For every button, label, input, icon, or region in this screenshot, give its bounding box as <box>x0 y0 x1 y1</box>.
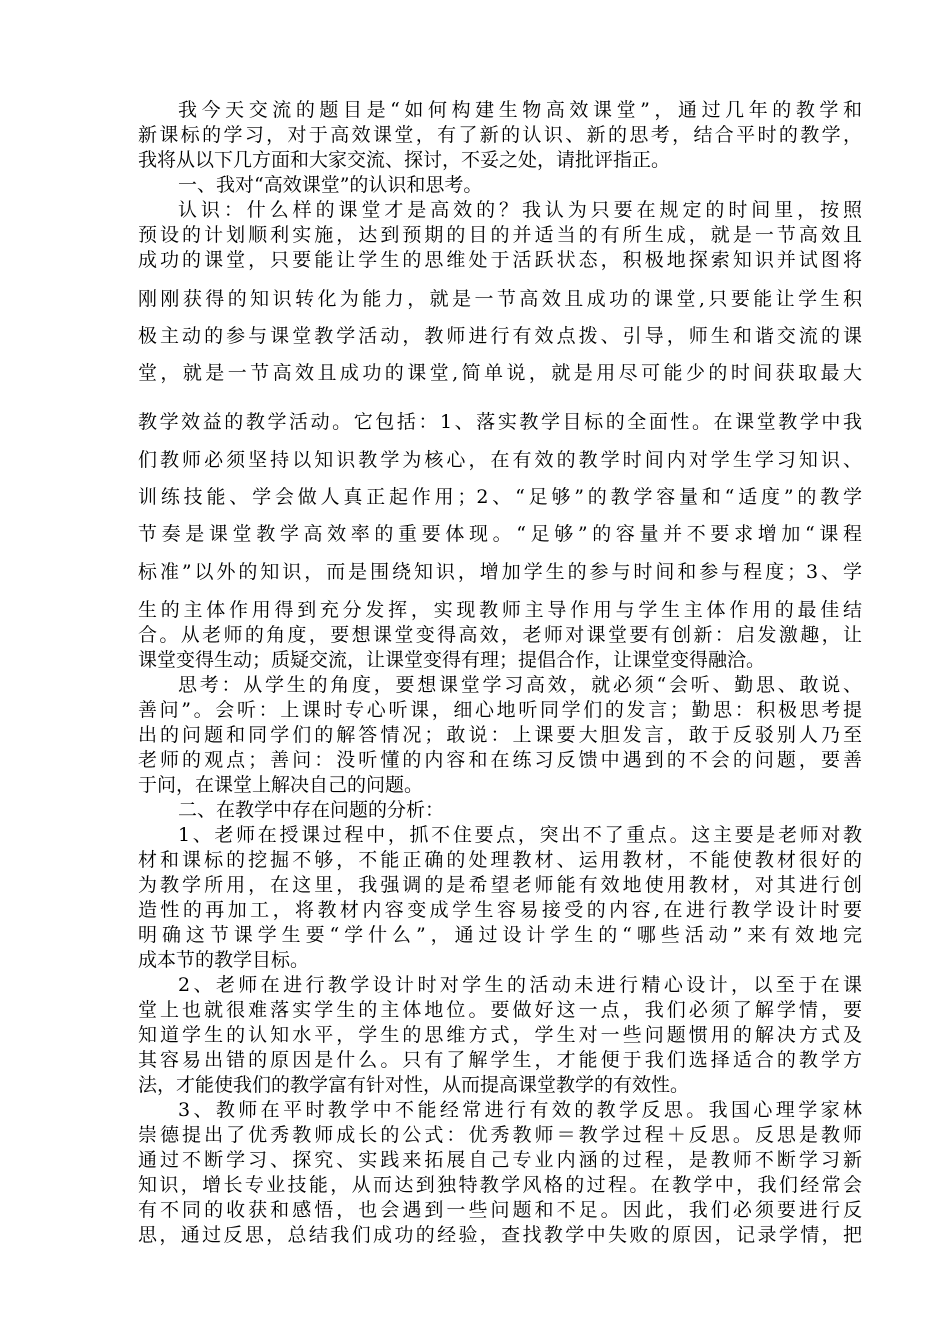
paragraph-line: 认识：什么样的课堂才是高效的？我认为只要在规定的时间里，按照 <box>178 199 862 221</box>
paragraph-line: 出的问题和同学们的解答情况；敢说：上课要大胆发言，敢于反驳别人乃至 <box>138 724 862 746</box>
paragraph-line: 刚刚获得的知识转化为能力，就是一节高效且成功的课堂,只要能让学生积 <box>138 288 862 310</box>
paragraph-line: 新课标的学习，对于高效课堂，有了新的认识、新的思考，结合平时的教学， <box>138 124 862 146</box>
paragraph-line: 知识，增长专业技能，从而达到独特教学风格的过程。在教学中，我们经常会 <box>138 1174 862 1196</box>
paragraph-line: 课堂变得生动；质疑交流，让课堂变得有理；提倡合作，让课堂变得融洽。 <box>138 649 766 671</box>
paragraph-line: 训练技能、学会做人真正起作用；2、“足够”的教学容量和“适度”的教学 <box>138 486 862 508</box>
paragraph-line: 生的主体作用得到充分发挥，实现教师主导作用与学生主体作用的最佳结 <box>138 599 862 621</box>
paragraph-line: 明确这节课学生要“学什么”，通过设计学生的“哪些活动”来有效地完 <box>138 924 862 946</box>
paragraph-line: 老师的观点；善问：没听懂的内容和在练习反馈中遇到的不会的问题，要善 <box>138 749 862 771</box>
paragraph-line: 2、老师在进行教学设计时对学生的活动未进行精心设计，以至于在课 <box>178 974 862 996</box>
section-heading: 一、我对“高效课堂”的认识和思考。 <box>178 174 483 196</box>
paragraph-line: 为教学所用，在这里，我强调的是希望老师能有效地使用教材，对其进行创 <box>138 874 862 896</box>
paragraph-line: 预设的计划顺利实施，达到预期的目的并适当的有所生成，就是一节高效且 <box>138 224 862 246</box>
paragraph-line: 于问，在课堂上解决自己的问题。 <box>138 774 424 796</box>
paragraph-line: 我将从以下几方面和大家交流、探讨，不妥之处，请批评指正。 <box>138 149 671 171</box>
section-heading: 二、在教学中存在问题的分析： <box>178 799 445 821</box>
paragraph-line: 1、老师在授课过程中，抓不住要点，突出不了重点。这主要是老师对教 <box>178 824 862 846</box>
paragraph-line: 教学效益的教学活动。它包括：1、落实教学目标的全面性。在课堂教学中我 <box>138 411 862 433</box>
paragraph-line: 造性的再加工，将教材内容变成学生容易接受的内容,在进行教学设计时要 <box>138 899 862 921</box>
paragraph-line: 堂，就是一节高效且成功的课堂,简单说，就是用尽可能少的时间获取最大 <box>138 362 862 384</box>
paragraph-line: 善问”。会听：上课时专心听课，细心地听同学们的发言；勤思：积极思考提 <box>138 699 862 721</box>
paragraph-line: 其容易出错的原因是什么。只有了解学生，才能便于我们选择适合的教学方 <box>138 1049 862 1071</box>
paragraph-line: 知道学生的认知水平，学生的思维方式，学生对一些问题惯用的解决方式及 <box>138 1024 862 1046</box>
paragraph-line: 成功的课堂，只要能让学生的思维处于活跃状态，积极地探索知识并试图将 <box>138 249 862 271</box>
paragraph-line: 通过不断学习、探究、实践来拓展自己专业内涵的过程，是教师不断学习新 <box>138 1149 862 1171</box>
paragraph-line: 法，才能使我们的教学富有针对性，从而提高课堂教学的有效性。 <box>138 1074 690 1096</box>
paragraph-line: 们教师必须坚持以知识教学为核心，在有效的教学时间内对学生学习知识、 <box>138 449 862 471</box>
paragraph-line: 成本节的教学目标。 <box>138 949 310 971</box>
paragraph-line: 堂上也就很难落实学生的主体地位。要做好这一点，我们必须了解学情，要 <box>138 999 862 1021</box>
paragraph-line: 合。从老师的角度，要想课堂变得高效，老师对课堂要有创新：启发激趣，让 <box>138 624 862 646</box>
paragraph-line: 3、教师在平时教学中不能经常进行有效的教学反思。我国心理学家林 <box>178 1099 862 1121</box>
paragraph-line: 有不同的收获和感悟，也会遇到一些问题和不足。因此，我们必须要进行反 <box>138 1199 862 1221</box>
paragraph-line: 标准”以外的知识，而是围绕知识，增加学生的参与时间和参与程度；3、学 <box>138 561 862 583</box>
paragraph-line: 思考：从学生的角度，要想课堂学习高效，就必须“会听、勤思、敢说、 <box>178 674 862 696</box>
paragraph-line: 崇德提出了优秀教师成长的公式：优秀教师＝教学过程＋反思。反思是教师 <box>138 1124 862 1146</box>
paragraph-line: 材和课标的挖掘不够，不能正确的处理教材、运用教材，不能使教材很好的 <box>138 849 862 871</box>
paragraph-line: 思，通过反思，总结我们成功的经验，查找教学中失败的原因，记录学情，把 <box>138 1224 862 1246</box>
paragraph-line: 节奏是课堂教学高效率的重要体现。“足够”的容量并不要求增加“课程 <box>138 523 862 545</box>
paragraph-line: 极主动的参与课堂教学活动，教师进行有效点拨、引导，师生和谐交流的课 <box>138 325 862 347</box>
paragraph-line: 我今天交流的题目是“如何构建生物高效课堂”，通过几年的教学和 <box>178 99 862 121</box>
